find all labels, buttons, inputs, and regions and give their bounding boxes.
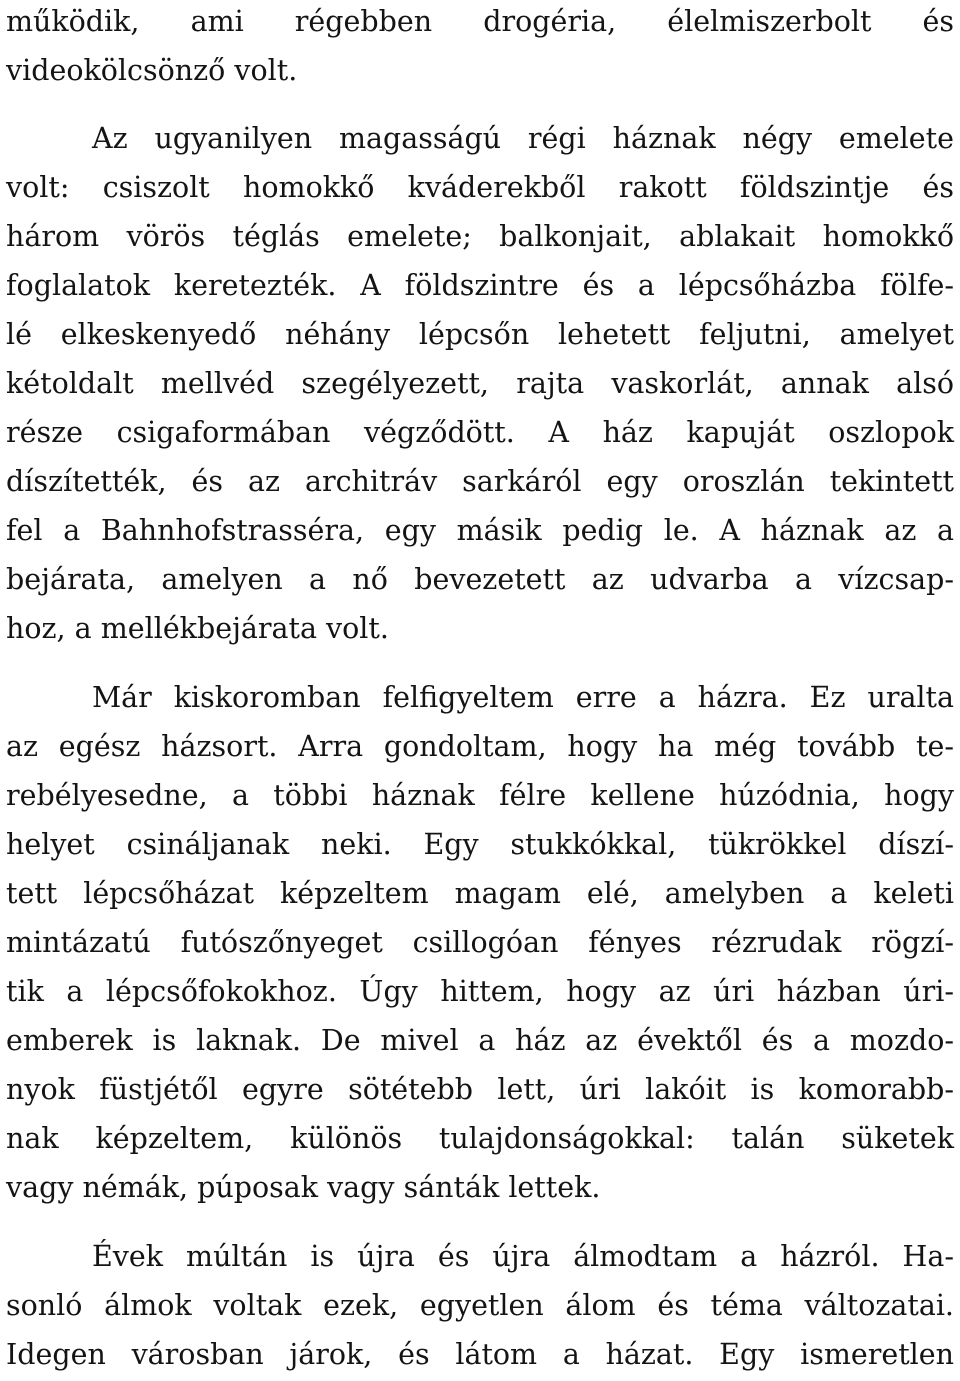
text-line: az egész házsort. Arra gondoltam, hogy ha még tovább te-	[6, 730, 954, 763]
text-line: emberek is laknak. De mivel a ház az évektől és a mozdo-	[6, 1024, 954, 1057]
text-line: Idegen városban járok, és látom a házat. Egy ismeretlen	[6, 1338, 954, 1371]
text-line: díszítették, és az architráv sarkáról egy oroszlán tekintett	[6, 465, 954, 498]
text-line: sonló álmok voltak ezek, egyetlen álom és téma változatai.	[6, 1289, 954, 1322]
text-line: mintázatú futószőnyeget csillogóan fényes rézrudak rögzí-	[6, 926, 954, 959]
text-line: lé elkeskenyedő néhány lépcsőn lehetett feljutni, amelyet	[6, 318, 954, 351]
text-line: foglalatok keretezték. A földszintre és a lépcsőházba fölfe-	[6, 269, 954, 302]
text-line: működik, ami régebben drogéria, élelmiszerbolt és	[6, 5, 954, 38]
text-line: tett lépcsőházat képzeltem magam elé, amelyben a keleti	[6, 877, 954, 910]
text-line: Évek múltán is újra és újra álmodtam a házról. Ha-	[92, 1240, 954, 1273]
text-line: volt: csiszolt homokkő kváderekből rakott földszintje és	[6, 171, 954, 204]
text-line: vagy némák, púposak vagy sánták lettek.	[6, 1171, 601, 1204]
text-line: hoz, a mellékbejárata volt.	[6, 612, 389, 645]
text-line: három vörös téglás emelete; balkonjait, ablakait homokkő	[6, 220, 954, 253]
text-line: videokölcsönző volt.	[6, 54, 298, 87]
text-line: rebélyesedne, a többi háznak félre kellene húzódnia, hogy	[6, 779, 954, 812]
text-line: Már kiskoromban felfigyeltem erre a házra. Ez uralta	[92, 681, 954, 714]
text-line: kétoldalt mellvéd szegélyezett, rajta vaskorlát, annak alsó	[6, 367, 954, 400]
text-line: nak képzeltem, különös tulajdonságokkal: talán süketek	[6, 1122, 954, 1155]
text-line: tik a lépcsőfokokhoz. Úgy hittem, hogy az úri házban úri-	[6, 975, 954, 1008]
text-line: helyet csináljanak neki. Egy stukkókkal, tükrökkel díszí-	[6, 828, 954, 861]
text-line: fel a Bahnhofstrasséra, egy másik pedig le. A háznak az a	[6, 514, 954, 547]
text-line: bejárata, amelyen a nő bevezetett az udvarba a vízcsap-	[6, 563, 954, 596]
text-line: Az ugyanilyen magasságú régi háznak négy emelete	[92, 122, 954, 155]
text-line: nyok füstjétől egyre sötétebb lett, úri lakóit is komorabb-	[6, 1073, 954, 1106]
text-line: része csigaformában végződött. A ház kapuját oszlopok	[6, 416, 954, 449]
